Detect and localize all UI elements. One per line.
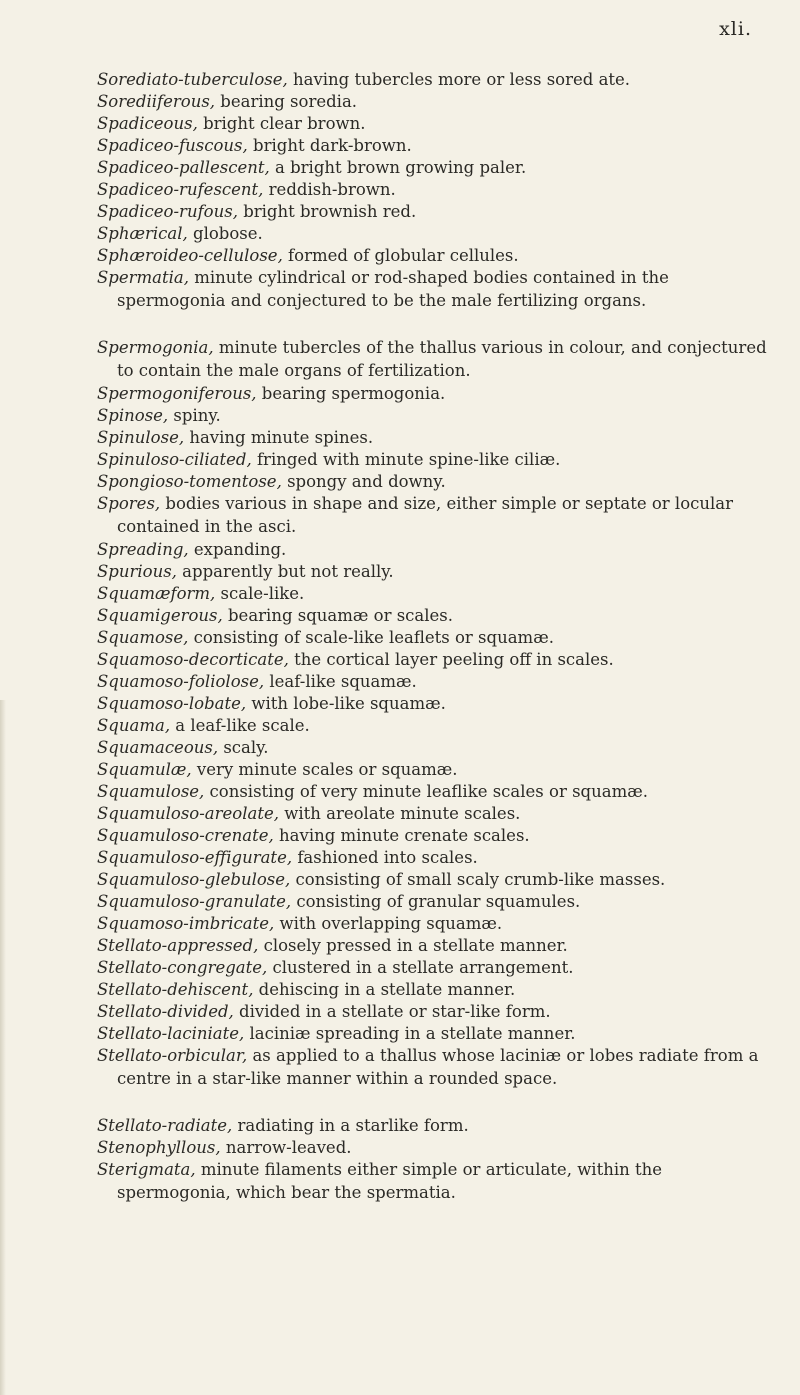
entry-term: Stellato-divided, bbox=[97, 1002, 234, 1021]
entry-definition: minute tubercles of the thallus various in colour, and conjectured to contain the male organs of fertilization. bbox=[117, 338, 767, 380]
entry-term: Sterigmata, bbox=[97, 1160, 196, 1179]
entry-definition: clustered in a stellate arrangement. bbox=[267, 958, 574, 977]
entry-term: Sorediato-tuberculose, bbox=[97, 70, 288, 89]
entry-term: Spermogoniferous, bbox=[97, 384, 257, 403]
entry-definition: bodies various in shape and size, either simple or septate or locular contained in the asci. bbox=[117, 494, 733, 536]
entry-term: Squamose, bbox=[97, 628, 189, 647]
glossary-entry bbox=[97, 470, 777, 493]
entry-term: Stenophyllous, bbox=[97, 1138, 221, 1157]
entry-term: Squamæform, bbox=[97, 584, 216, 603]
glossary-entry bbox=[97, 1158, 777, 1204]
entry-definition: divided in a stellate or star-like form. bbox=[233, 1002, 551, 1021]
entry-term: Squama, bbox=[97, 716, 171, 735]
entry-definition: spongy and downy. bbox=[281, 472, 446, 491]
entry-definition: expanding. bbox=[188, 540, 287, 559]
glossary-entry bbox=[97, 670, 777, 693]
entry-definition: formed of globular cellules. bbox=[282, 246, 519, 265]
entry-definition: a bright brown growing paler. bbox=[269, 158, 527, 177]
glossary-entry bbox=[97, 1022, 777, 1045]
glossary-entry bbox=[97, 802, 777, 825]
glossary-entry bbox=[97, 692, 777, 715]
entry-term: Spadiceo-pallescent, bbox=[97, 158, 270, 177]
glossary-entry bbox=[97, 758, 777, 781]
entry-definition: with overlapping squamæ. bbox=[274, 914, 503, 933]
entry-term: Sphæroideo-cellulose, bbox=[97, 246, 283, 265]
entry-term: Squamuloso-glebulose, bbox=[97, 870, 291, 889]
entry-definition: consisting of very minute leaflike scales or squamæ. bbox=[204, 782, 648, 801]
entry-term: Spermogonia, bbox=[97, 338, 214, 357]
glossary-entry bbox=[97, 426, 777, 449]
entry-definition: with lobe-like squamæ. bbox=[246, 694, 446, 713]
entry-term: Spurious, bbox=[97, 562, 177, 581]
glossary-entry bbox=[97, 404, 777, 427]
glossary-entry bbox=[97, 200, 777, 223]
glossary-entry bbox=[97, 560, 777, 583]
glossary-entry bbox=[97, 448, 777, 471]
entry-definition: having minute crenate scales. bbox=[273, 826, 530, 845]
glossary-entry bbox=[97, 934, 777, 957]
entry-definition: consisting of granular squamules. bbox=[291, 892, 581, 911]
entry-term: Squamuloso-areolate, bbox=[97, 804, 279, 823]
entry-term: Squamoso-imbricate, bbox=[97, 914, 275, 933]
entry-definition: bright brownish red. bbox=[237, 202, 417, 221]
glossary-entry bbox=[97, 736, 777, 759]
entry-definition: consisting of scale-like leaflets or squamæ. bbox=[188, 628, 554, 647]
entry-definition: globose. bbox=[187, 224, 263, 243]
entry-term: Spinose, bbox=[97, 406, 169, 425]
glossary-entry bbox=[97, 780, 777, 803]
entry-term: Spadiceo-rufous, bbox=[97, 202, 238, 221]
entry-term: Squamuloso-granulate, bbox=[97, 892, 292, 911]
glossary-entry bbox=[97, 266, 777, 312]
entry-definition: having minute spines. bbox=[184, 428, 374, 447]
glossary-entry bbox=[97, 868, 777, 891]
entry-term: Squamaceous, bbox=[97, 738, 219, 757]
glossary-entry bbox=[97, 68, 777, 91]
entry-term: Sorediiferous, bbox=[97, 92, 216, 111]
entry-term: Spermatia, bbox=[97, 268, 189, 287]
glossary-entry bbox=[97, 604, 777, 627]
glossary-entry bbox=[97, 90, 777, 113]
page-edge-shadow bbox=[0, 700, 6, 1395]
entry-term: Spadiceous, bbox=[97, 114, 198, 133]
glossary-entry bbox=[97, 912, 777, 935]
entry-definition: leaf-like squamæ. bbox=[264, 672, 417, 691]
entry-term: Stellato-laciniate, bbox=[97, 1024, 245, 1043]
entry-definition: laciniæ spreading in a stellate manner. bbox=[244, 1024, 576, 1043]
glossary-entry bbox=[97, 890, 777, 913]
entry-term: Spadiceo-rufescent, bbox=[97, 180, 264, 199]
entry-definition: closely pressed in a stellate manner. bbox=[258, 936, 568, 955]
glossary-entry bbox=[97, 582, 777, 605]
entry-definition: scale-like. bbox=[215, 584, 305, 603]
entry-definition: minute filaments either simple or articulate, within the spermogonia, which bear the spermatia. bbox=[117, 1160, 663, 1202]
entry-term: Squamulose, bbox=[97, 782, 205, 801]
entry-term: Spinuloso-ciliated, bbox=[97, 450, 252, 469]
glossary-entry bbox=[97, 336, 777, 382]
entry-term: Stellato-dehiscent, bbox=[97, 980, 254, 999]
glossary-entry bbox=[97, 112, 777, 135]
glossary-entry bbox=[97, 222, 777, 245]
entry-term: Spores, bbox=[97, 494, 161, 513]
entry-definition: consisting of small scaly crumb-like masses. bbox=[290, 870, 666, 889]
glossary-entry bbox=[97, 492, 777, 538]
glossary-entry bbox=[97, 648, 777, 671]
glossary-entry bbox=[97, 1000, 777, 1023]
entry-term: Squamulæ, bbox=[97, 760, 192, 779]
entry-definition: having tubercles more or less sored ate. bbox=[287, 70, 631, 89]
entry-term: Squamoso-lobate, bbox=[97, 694, 247, 713]
glossary-entry bbox=[97, 156, 777, 179]
entry-definition: dehiscing in a stellate manner. bbox=[253, 980, 516, 999]
glossary-entry bbox=[97, 824, 777, 847]
entry-definition: bright dark-brown. bbox=[247, 136, 412, 155]
entry-definition: with areolate minute scales. bbox=[278, 804, 521, 823]
entry-term: Stellato-radiate, bbox=[97, 1116, 233, 1135]
glossary-entry bbox=[97, 978, 777, 1001]
glossary-entry bbox=[97, 134, 777, 157]
entry-definition: bearing squamæ or scales. bbox=[222, 606, 454, 625]
entry-term: Stellato-appressed, bbox=[97, 936, 259, 955]
glossary-entry bbox=[97, 846, 777, 869]
entry-term: Spadiceo-fuscous, bbox=[97, 136, 248, 155]
entry-term: Squamuloso-crenate, bbox=[97, 826, 274, 845]
entry-term: Squamoso-foliolose, bbox=[97, 672, 265, 691]
entry-definition: reddish-brown. bbox=[263, 180, 396, 199]
entry-definition: apparently but not really. bbox=[176, 562, 394, 581]
entry-term: Spreading, bbox=[97, 540, 189, 559]
glossary-entry bbox=[97, 1044, 777, 1090]
glossary-entry bbox=[97, 956, 777, 979]
entry-term: Squamoso-decorticate, bbox=[97, 650, 289, 669]
page-number: xli. bbox=[719, 18, 752, 40]
glossary-entry bbox=[97, 244, 777, 267]
entry-term: Squamigerous, bbox=[97, 606, 223, 625]
entry-definition: a leaf-like scale. bbox=[170, 716, 310, 735]
glossary-entry bbox=[97, 538, 777, 561]
glossary-entry bbox=[97, 626, 777, 649]
glossary-entry bbox=[97, 1114, 777, 1137]
entry-definition: fashioned into scales. bbox=[292, 848, 478, 867]
entry-definition: very minute scales or squamæ. bbox=[191, 760, 458, 779]
entry-definition: minute cylindrical or rod-shaped bodies contained in the spermogonia and conjectured to be the male fertilizing organs. bbox=[117, 268, 669, 310]
glossary-entry bbox=[97, 382, 777, 405]
entry-definition: bearing soredia. bbox=[215, 92, 358, 111]
entry-definition: fringed with minute spine-like ciliæ. bbox=[251, 450, 561, 469]
entry-definition: radiating in a starlike form. bbox=[232, 1116, 469, 1135]
entry-term: Squamuloso-effigurate, bbox=[97, 848, 293, 867]
entry-term: Spinulose, bbox=[97, 428, 185, 447]
entry-definition: spiny. bbox=[168, 406, 221, 425]
entry-definition: bright clear brown. bbox=[197, 114, 366, 133]
entry-term: Sphærical, bbox=[97, 224, 188, 243]
entry-definition: scaly. bbox=[218, 738, 269, 757]
entry-term: Stellato-congregate, bbox=[97, 958, 268, 977]
entry-term: Stellato-orbicular, bbox=[97, 1046, 248, 1065]
entry-definition: narrow-leaved. bbox=[220, 1138, 352, 1157]
glossary-entry bbox=[97, 714, 777, 737]
entry-definition: as applied to a thallus whose laciniæ or lobes radiate from a centre in a star-like manner within a rounded space. bbox=[117, 1046, 759, 1088]
entry-definition: the cortical layer peeling off in scales. bbox=[288, 650, 614, 669]
entry-term: Spongioso-tomentose, bbox=[97, 472, 282, 491]
entry-definition: bearing spermogonia. bbox=[256, 384, 446, 403]
glossary-entry bbox=[97, 178, 777, 201]
glossary-entry bbox=[97, 1136, 777, 1159]
